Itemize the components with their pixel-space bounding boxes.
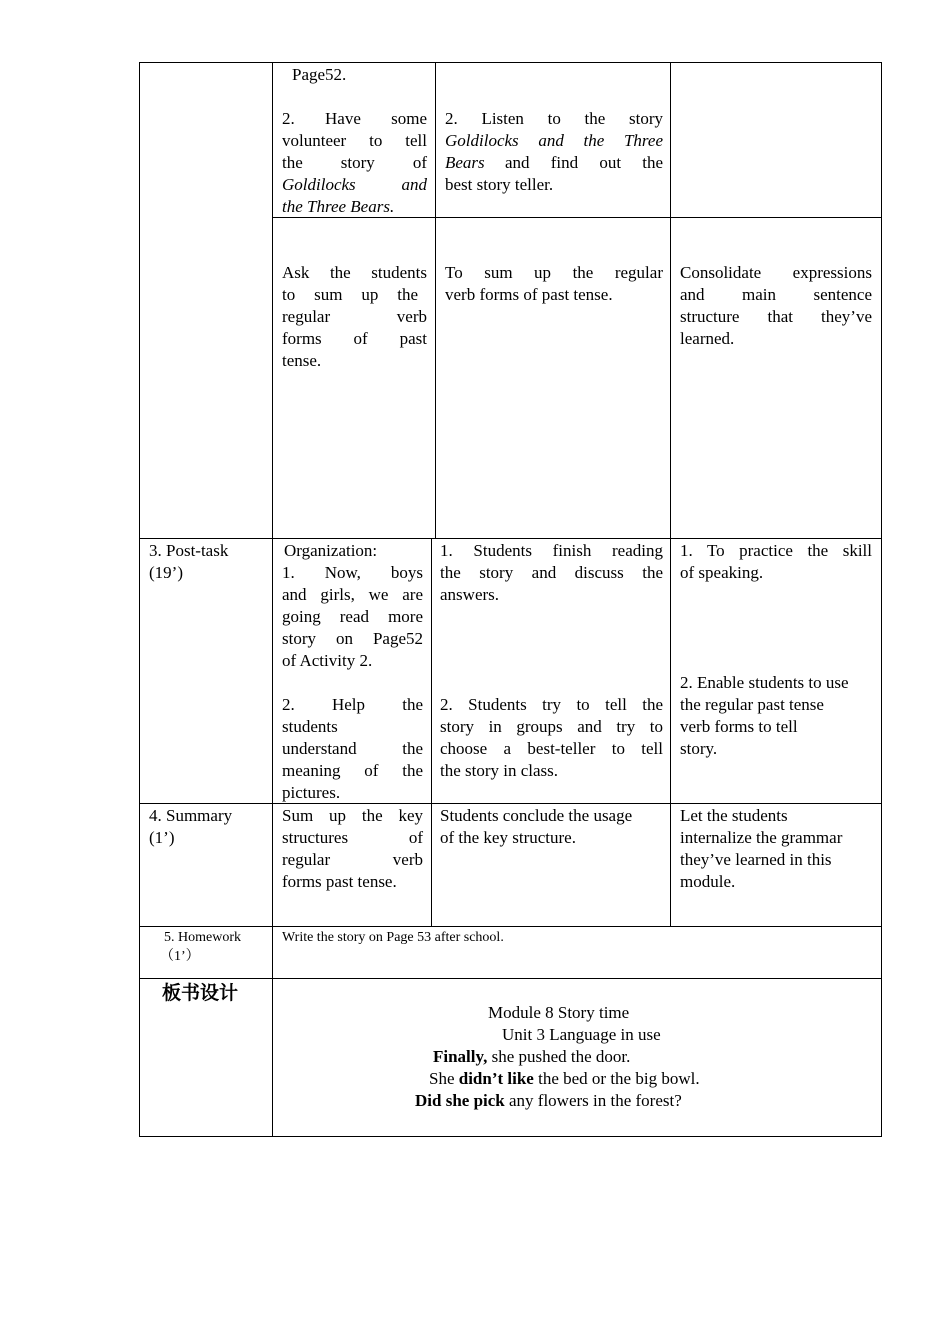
purpose-post-line: verb forms to tell bbox=[680, 717, 798, 736]
table-bottom-border bbox=[139, 1136, 882, 1137]
board-phrase: the bed or the big bowl. bbox=[533, 1069, 700, 1088]
teacher-activity-line: the story of bbox=[282, 153, 427, 172]
student-activity-line: 2. Listen to the story bbox=[445, 109, 663, 128]
student-summary-line: Students conclude the usage bbox=[440, 806, 633, 825]
board-line: Unit 3 Language in use bbox=[502, 1025, 661, 1044]
student-post-line: 2. Students try to tell the bbox=[440, 695, 663, 714]
student-activity-line: best story teller. bbox=[445, 175, 554, 194]
student-post-line: the story in class. bbox=[440, 761, 559, 780]
table-right-border bbox=[881, 62, 882, 1137]
teacher-post-line: Organization: bbox=[284, 541, 378, 560]
purpose-post-line: 1. To practice the skill bbox=[680, 541, 872, 560]
purpose-sum-line: learned. bbox=[680, 329, 735, 348]
board-phrase: she pushed the door. bbox=[487, 1047, 631, 1066]
teacher-post-line: pictures. bbox=[282, 783, 341, 802]
teacher-post-line: going read more bbox=[282, 607, 423, 626]
student-summary-line: of the key structure. bbox=[440, 828, 576, 847]
stage-duration: （1’） bbox=[160, 949, 200, 964]
student-activity-line: Goldilocks and the Three bbox=[445, 131, 663, 150]
stage-duration: (19’) bbox=[149, 563, 183, 582]
board-phrase: She bbox=[429, 1069, 459, 1088]
row-divider bbox=[139, 538, 882, 539]
column-divider bbox=[670, 62, 671, 927]
purpose-summary-line: module. bbox=[680, 872, 736, 891]
column-divider bbox=[431, 538, 432, 927]
stage-label: 5. Homework bbox=[164, 930, 241, 945]
teacher-activity-line: Goldilocks and bbox=[282, 175, 427, 194]
purpose-post-line: of speaking. bbox=[680, 563, 764, 582]
student-sum-line: To sum up the regular bbox=[445, 263, 663, 282]
table-top-border bbox=[139, 62, 882, 63]
board-line bbox=[433, 1046, 630, 1068]
stage-label: 4. Summary bbox=[149, 806, 233, 825]
row-divider bbox=[139, 803, 882, 804]
row-divider bbox=[139, 978, 882, 979]
student-post-line: answers. bbox=[440, 585, 500, 604]
purpose-post-line: 2. Enable students to use bbox=[680, 673, 849, 692]
student-post-line: story in groups and try to bbox=[440, 717, 663, 736]
teacher-summary-line: Sum up the key bbox=[282, 806, 423, 825]
teacher-activity-line: 2. Have some bbox=[282, 109, 427, 128]
student-post-line: the story and discuss the bbox=[440, 563, 663, 582]
purpose-post-line: story. bbox=[680, 739, 718, 758]
board-bold-phrase: didn’t like bbox=[458, 1069, 534, 1088]
purpose-sum-line: Consolidate expressions bbox=[680, 263, 872, 282]
row-divider bbox=[139, 926, 882, 927]
column-divider bbox=[435, 62, 436, 539]
teacher-sum-line: to sum up the bbox=[282, 285, 418, 304]
teacher-post-line: story on Page52 bbox=[282, 629, 423, 648]
teacher-summary-line: regular verb bbox=[282, 850, 423, 869]
board-bold-phrase: Did she pick bbox=[415, 1091, 505, 1110]
teacher-activity-line: the Three Bears. bbox=[282, 197, 395, 216]
board-line bbox=[415, 1090, 682, 1112]
student-activity-line: Bears bbox=[445, 153, 485, 172]
teacher-sum-line: regular verb bbox=[282, 307, 427, 326]
teacher-sum-line: forms of past bbox=[282, 329, 427, 348]
teacher-post-line: of Activity 2. bbox=[282, 651, 373, 670]
student-activity-line: and find out the bbox=[505, 153, 663, 172]
teacher-post-line: understand the bbox=[282, 739, 423, 758]
column-divider bbox=[272, 62, 273, 1137]
student-post-line: choose a best-teller to tell bbox=[440, 739, 663, 758]
purpose-summary-line: Let the students bbox=[680, 806, 788, 825]
purpose-summary-line: internalize the grammar bbox=[680, 828, 843, 847]
student-post-line: 1. Students finish reading bbox=[440, 541, 663, 560]
teacher-post-line: students bbox=[282, 717, 338, 736]
student-sum-line: verb forms of past tense. bbox=[445, 285, 613, 304]
purpose-sum-line: and main sentence bbox=[680, 285, 872, 304]
board-line: Module 8 Story time bbox=[488, 1003, 630, 1022]
board-bold-phrase: Finally, bbox=[433, 1047, 488, 1066]
teacher-sum-line: Ask the students bbox=[282, 263, 427, 282]
teacher-page-ref: Page52. bbox=[292, 65, 347, 84]
board-phrase: any flowers in the forest? bbox=[504, 1091, 682, 1110]
homework-content: Write the story on Page 53 after school. bbox=[282, 930, 504, 945]
teacher-sum-line: tense. bbox=[282, 351, 322, 370]
purpose-sum-line: structure that they’ve bbox=[680, 307, 872, 326]
teacher-post-line: and girls, we are bbox=[282, 585, 423, 604]
teacher-post-line: meaning of the bbox=[282, 761, 423, 780]
teacher-post-line: 2. Help the bbox=[282, 695, 423, 714]
table-left-border bbox=[139, 62, 140, 1137]
stage-label: 3. Post-task bbox=[149, 541, 229, 560]
purpose-post-line: the regular past tense bbox=[680, 695, 824, 714]
teacher-activity-line: volunteer to tell bbox=[282, 131, 427, 150]
teacher-summary-line: forms past tense. bbox=[282, 872, 397, 891]
board-line bbox=[429, 1068, 700, 1090]
teacher-summary-line: structures of bbox=[282, 828, 423, 847]
teacher-post-line: 1. Now, boys bbox=[282, 563, 423, 582]
purpose-summary-line: they’ve learned in this bbox=[680, 850, 832, 869]
board-design-label: 板书设计 bbox=[162, 982, 239, 1004]
stage-duration: (1’) bbox=[149, 828, 175, 847]
